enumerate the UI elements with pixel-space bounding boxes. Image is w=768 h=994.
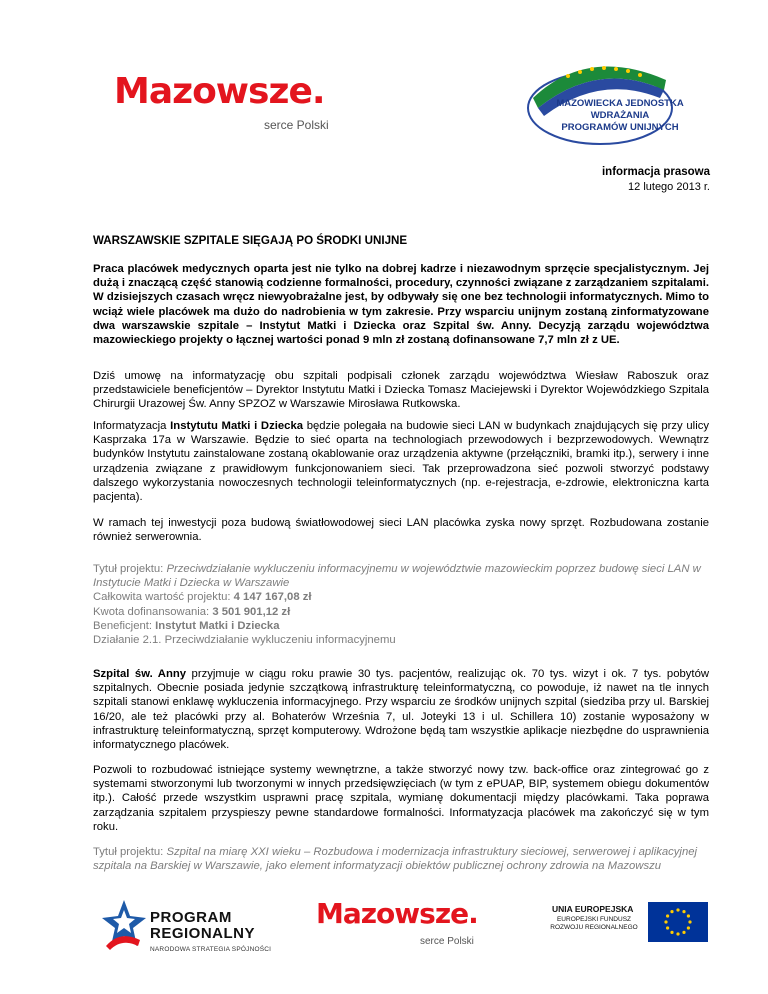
paragraph-4 xyxy=(93,667,709,752)
project-1-funding-label: Kwota dofinansowania: xyxy=(93,605,213,618)
program-line-2: REGIONALNY xyxy=(150,925,256,942)
project-1-beneficiary-label: Beneficjent: xyxy=(93,619,156,632)
project-1-title: Przeciwdziałanie wykluczeniu informacyjnemu w województwie mazowieckim poprzez budowę sieci LAN w Instytucie Matki i Dziecka w Warszawie xyxy=(93,563,701,590)
article-lead: Praca placówek medycznych oparta jest nie tylko na dobrej kadrze i niezawodnym sprzęcie specjalistycznym. Jej dużą i znaczącą część stanowią codzienne formalności, procedury, czynności związane z zarządzaniem szpitalami. W dzisiejszych czasach wręcz niewyobrażalne jest, by odbywały się one bez technologii informatycznych. Mimo to wciąż wiele placówek ma dużo do nadrobienia w tym zakresie. Przy wsparciu unijnym zostaną zinformatyzowane dwa warszawskie szpitale – Instytut Matki i Dziecka oraz Szpital św. Anny. Decyzją zarządu województwa mazowieckiego projekty o łącznej wartości ponad 9 mln zł zostaną dofinansowane 7,7 mln zł z UE. xyxy=(93,263,709,347)
program-subtitle: NARODOWA STRATEGIA SPÓJNOŚCI xyxy=(150,946,272,953)
paragraph-2-rest: będzie polegała na budowie sieci LAN w budynkach znajdujących się przy ulicy Kasprzaka 17a w Warszawie. Będzie to sieć oparta na technologiach przewodowych i bezprzewodowych. Wewnątrz budynków Instytutu zainstalowane zostaną okablowanie oraz urządzenia aktywne (przełączniki, bramki itp.), serwery i inne urządzenia związane z prawidłowym funkcjonowaniem sieci. Tak przeprowadzona sieć pozwoli stworzyć podstawy dalszego wykorzystania nowoczesnych technologii teleinformatycznych (np. e-rejestracja, e-zdrowie, elektroniczna karta pacjenta). xyxy=(93,420,709,504)
program-title xyxy=(150,910,255,942)
program-line-1: PROGRAM xyxy=(150,909,232,926)
paragraph-3: W ramach tej inwestycji poza budową światłowodowej sieci LAN placówka zyska nowy sprzęt. Rozbudowana zostanie również serwerownia. xyxy=(93,517,709,544)
project-1-beneficiary: Instytut Matki i Dziecka xyxy=(155,619,280,632)
eu-logo xyxy=(540,902,730,946)
project-1-info xyxy=(93,562,709,647)
paragraph-2-pre: Informatyzacja xyxy=(93,420,171,432)
mjwpu-line-3: PROGRAMÓW UNIJNYCH xyxy=(561,122,679,133)
paragraph-4-bold: Szpital św. Anny xyxy=(93,668,187,680)
mazowsze-footer-tagline: serce Polski xyxy=(420,936,474,947)
project-1-funding: 3 501 901,12 zł xyxy=(212,605,291,618)
project-1-title-label: Tytuł projektu: xyxy=(93,563,167,575)
eu-line-2: EUROPEJSKI FUNDUSZ xyxy=(556,916,632,923)
project-2-title-label: Tytuł projektu: xyxy=(93,846,167,858)
project-1-action: Działanie 2.1. Przeciwdziałanie wykluczeniu informacyjnemu xyxy=(93,634,396,647)
paragraph-4-rest: przyjmuje w ciągu roku prawie 30 tys. pacjentów, realizując ok. 70 tys. wizyt i ok. 7 tys. pobytów szpitalnych. Obecnie posiada jedynie szczątkową infrastrukturę teleinformatyczną, co powoduje, iż nawet na tle innych szpitali stanowi enklawę wykluczenia informacyjnego. Przy wsparciu ze środków unijnych szpital (siedziba przy ul. Barskiej 16/20, ale też placówki przy al. Bohaterów Września 7, ul. Joteyki 13 i ul. Schillera 10) zostanie wyposażony w infrastrukturę teleinformatyczną, sprzęt komputerowy. Wdrożone będą tam wszystkie aplikacje niezbędne do usprawnienia informatycznego placówek. xyxy=(93,668,710,752)
eu-subtitle xyxy=(544,916,644,932)
mjwpu-logo xyxy=(488,50,708,150)
mazowsze-wordmark: Mazowsze. xyxy=(114,71,325,112)
press-label: informacja prasowa xyxy=(601,166,710,178)
program-regionalny-logo xyxy=(100,896,290,960)
project-1-value: 4 147 167,08 zł xyxy=(233,591,312,604)
mazowsze-logo-footer xyxy=(316,898,496,958)
eu-line-3: ROZWOJU REGIONALNEGO xyxy=(550,924,638,931)
press-date: 12 lutego 2013 r. xyxy=(628,181,710,193)
project-2-info xyxy=(93,845,709,873)
mjwpu-line-2: WDRAŻANIA xyxy=(590,110,650,121)
paragraph-2 xyxy=(93,419,709,504)
project-1-value-label: Całkowita wartość projektu: xyxy=(93,591,234,604)
paragraph-5: Pozwoli to rozbudować istniejące systemy wewnętrzne, a także stworzyć nowy tzw. back-office oraz zintegrować go z systemami stworzonymi lub tworzonymi w innych przedsięwzięciach (w tym z ePUAP, BIP, systemem obiegu dokumentów itp.). Całość przede wszystkim usprawni pracę szpitala, wymianę dokumentacji między placówkami. Taka poprawa zarządzania szpitalem przyspieszy pewne standardowe formalności. Informatyzacja placówek ma zakończyć się w tym roku. xyxy=(93,764,709,833)
mjwpu-text xyxy=(530,98,710,134)
paragraph-2-bold: Instytutu Matki i Dziecka xyxy=(170,420,304,432)
eu-flag-icon xyxy=(648,902,708,942)
mazowsze-logo xyxy=(114,71,354,138)
mazowsze-tagline: serce Polski xyxy=(264,118,329,132)
paragraph-1: Dziś umowę na informatyzację obu szpitali podpisali członek zarządu województwa Wiesław Raboszuk oraz przedstawiciele beneficjentów – Dyrektor Instytutu Matki i Dziecka Tomasz Maciejewski i Dyrektor Wojewódzkiego Szpitala Chirurgii Urazowej Św. Anny SPZOZ w Warszawie Mirosława Rutkowska. xyxy=(93,370,709,411)
eu-title: UNIA EUROPEJSKA xyxy=(552,904,634,914)
program-star-icon xyxy=(100,896,148,952)
mjwpu-line-1: MAZOWIECKA JEDNOSTKA xyxy=(556,98,684,109)
article-headline: WARSZAWSKIE SZPITALE SIĘGAJĄ PO ŚRODKI UNIJNE xyxy=(93,234,408,247)
mazowsze-footer-wordmark: Mazowsze. xyxy=(316,897,478,930)
project-2-title: Szpital na miarę XXI wieku – Rozbudowa i modernizacja infrastruktury sieciowej, serwerowej i aplikacyjnej szpitala na Barskiej w Warszawie, jako element informatyzacji obiektów publicznej ochrony zdrowia na Mazowszu xyxy=(93,846,698,873)
